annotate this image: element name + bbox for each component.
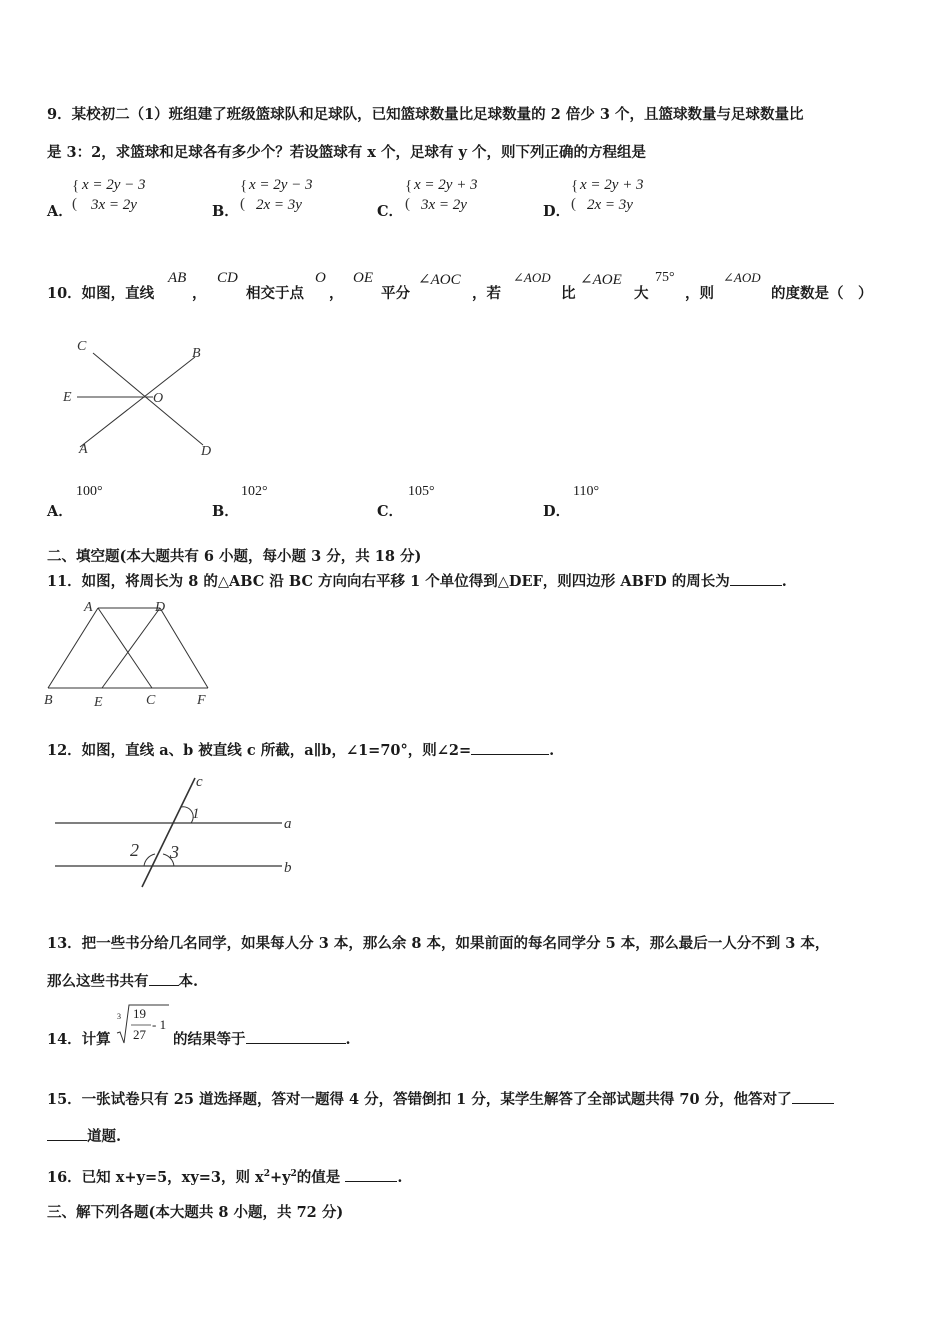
brace-icon: { — [72, 178, 80, 194]
brace-icon: { — [240, 178, 248, 194]
label-angle-1: 1 — [192, 806, 200, 822]
q10-math-cd: CD — [217, 270, 238, 286]
label-d: D — [155, 600, 166, 615]
q16-sup-1: 2 — [263, 1169, 270, 1180]
equation-1: x = 2y + 3 — [414, 177, 478, 193]
equation-1: x = 2y + 3 — [580, 177, 644, 193]
q9-option-d — [543, 176, 743, 220]
q13-line1: 13．把一些书分给几名同学，如果每人分 3 本，那么余 8 本，如果前面的每名同学分 5 本，那么最后一人分不到 3 本， — [47, 935, 830, 952]
equation-2: 3x = 2y — [91, 197, 137, 213]
brace-icon: ( — [571, 196, 576, 212]
option-value: 100° — [76, 484, 103, 499]
q15-answer-blank-2 — [47, 1126, 87, 1141]
brace-icon: { — [405, 178, 413, 194]
label-b: B — [44, 693, 53, 708]
q15-text: 15．一张试卷只有 25 道选择题，答对一题得 4 分，答错倒扣 1 分，某学生解答了全部试题共得 70 分，他答对了 — [47, 1091, 792, 1108]
q14-minus-one: - 1 — [152, 1017, 167, 1032]
label-c: C — [77, 339, 87, 354]
q14-text — [47, 1003, 407, 1049]
line-df — [160, 608, 208, 688]
q14-denominator: 27 — [133, 1027, 146, 1042]
label-a: a — [284, 816, 292, 832]
q13-line2 — [47, 970, 198, 991]
q9-line1: 9．某校初二（1）班组建了班级篮球队和足球队，已知篮球数量比足球数量的 2 倍少 3 个，且篮球数量与足球数量比 — [47, 106, 804, 123]
q15-answer-blank-1 — [792, 1089, 834, 1104]
section-3-heading: 三、解下列各题(本大题共 8 小题，共 72 分) — [47, 1204, 344, 1221]
option-label: A． — [47, 203, 73, 220]
q11-figure — [40, 596, 220, 711]
q10-math-aod: ∠AOD — [513, 270, 551, 285]
q14-post — [173, 1028, 351, 1049]
label-f: F — [197, 693, 206, 708]
q13-text-b: 本. — [178, 973, 199, 990]
line-ab — [48, 608, 98, 688]
brace-icon: { — [571, 178, 579, 194]
line-ac — [98, 608, 152, 688]
q10-text-5: 平分 — [381, 285, 410, 302]
brace-icon: ( — [405, 196, 410, 212]
equation-1: x = 2y − 3 — [82, 177, 146, 193]
line-c — [142, 778, 195, 887]
q16-post: 的值是 — [296, 1169, 341, 1186]
q10-text-3: 相交于点 — [246, 285, 304, 302]
q16-text — [47, 1166, 402, 1187]
q10-math-o: O — [315, 270, 326, 286]
line-de — [102, 608, 160, 688]
option-label: D． — [543, 203, 571, 220]
q14-answer-blank — [246, 1029, 346, 1044]
q12-stem: 12．如图，直线 a、b 被直线 c 所截，a∥b，∠1=70°，则∠2= — [47, 742, 472, 759]
q15-line2 — [47, 1125, 121, 1146]
q14-pre: 14．计算 — [47, 1031, 111, 1048]
brace-icon: ( — [72, 196, 77, 212]
q14-post-text: 的结果等于 — [173, 1031, 246, 1048]
q10-math-oe: OE — [353, 270, 373, 286]
option-label: D． — [543, 503, 571, 520]
q10-options — [47, 484, 847, 520]
q10-text-1: 10．如图，直线 — [47, 285, 155, 302]
equation-2: 3x = 2y — [421, 197, 467, 213]
q16-answer-blank — [345, 1167, 397, 1182]
q11-answer-blank — [730, 571, 782, 586]
q9-line2: 是 3：2，求篮球和足球各有多少个？若设篮球有 x 个，足球有 y 个，则下列正确的方程组是 — [47, 144, 646, 161]
q10-math-ab: AB — [168, 270, 187, 286]
q15-line1 — [47, 1088, 834, 1109]
q14-numerator: 19 — [133, 1006, 146, 1021]
brace-icon: ( — [240, 196, 245, 212]
q12-text — [47, 739, 554, 760]
q10-text-8: 大 — [634, 285, 649, 302]
option-value: 110° — [573, 484, 600, 499]
option-value: 102° — [241, 484, 268, 499]
q10-figure — [55, 335, 225, 460]
q16-sup-2: 2 — [290, 1169, 297, 1180]
q12-answer-blank — [471, 740, 549, 755]
option-label: A． — [47, 503, 73, 520]
q10-text-7: 比 — [561, 285, 576, 302]
line-cd — [93, 353, 203, 445]
equation-2: 2x = 3y — [587, 197, 633, 213]
label-c: C — [146, 693, 156, 708]
q16-end: . — [397, 1169, 403, 1186]
q14-index: 3 — [117, 1012, 121, 1021]
q15-text-2: 道题. — [87, 1128, 122, 1145]
q10-text-10: 的度数是（ ） — [771, 285, 873, 302]
label-a: A — [84, 600, 93, 615]
q10-text-2: ， — [192, 285, 207, 302]
label-d: D — [201, 444, 212, 459]
label-angle-3: 3 — [170, 842, 179, 862]
label-angle-2: 2 — [130, 840, 139, 860]
section-2-heading: 二、填空题(本大题共有 6 小题，每小题 3 分，共 18 分) — [47, 548, 422, 565]
q10-math-aod-2: ∠AOD — [723, 270, 761, 285]
label-b: b — [284, 860, 292, 876]
option-label: B． — [212, 203, 239, 220]
q13-answer-blank — [149, 971, 179, 986]
q14-end: . — [345, 1031, 351, 1048]
label-e: E — [94, 695, 103, 710]
q13-text-a: 那么这些书共有 — [47, 973, 149, 990]
equation-1: x = 2y − 3 — [249, 177, 313, 193]
q12-end: . — [549, 742, 555, 759]
q11-text — [47, 570, 787, 591]
q10-math-aoc: ∠AOC — [418, 272, 461, 288]
option-value: 105° — [408, 484, 435, 499]
option-label: C． — [377, 503, 404, 520]
q10-text-6: ，若 — [472, 285, 501, 302]
q10-math-aoe: ∠AOE — [580, 272, 622, 288]
label-e: E — [63, 390, 72, 405]
option-label: C． — [377, 203, 404, 220]
q10-text-4: ， — [329, 285, 344, 302]
q11-end: . — [781, 573, 787, 590]
label-b: B — [192, 346, 201, 361]
q16-pre: 16．已知 x+y=5，xy=3，则 x — [47, 1169, 264, 1186]
line-ab — [80, 357, 195, 447]
label-o: O — [153, 391, 164, 406]
equation-2: 2x = 3y — [256, 197, 302, 213]
option-label: B． — [212, 503, 239, 520]
q11-stem: 11．如图，将周长为 8 的△ABC 沿 BC 方向向右平移 1 个单位得到△DEF，则四边形 ABFD 的周长为 — [47, 573, 730, 590]
label-a: A — [79, 442, 88, 457]
q16-mid: +y — [269, 1169, 291, 1186]
label-c: c — [196, 774, 203, 790]
q10-math-75: 75° — [655, 270, 675, 285]
q12-figure — [50, 770, 310, 895]
q10-text-9: ，则 — [685, 285, 714, 302]
